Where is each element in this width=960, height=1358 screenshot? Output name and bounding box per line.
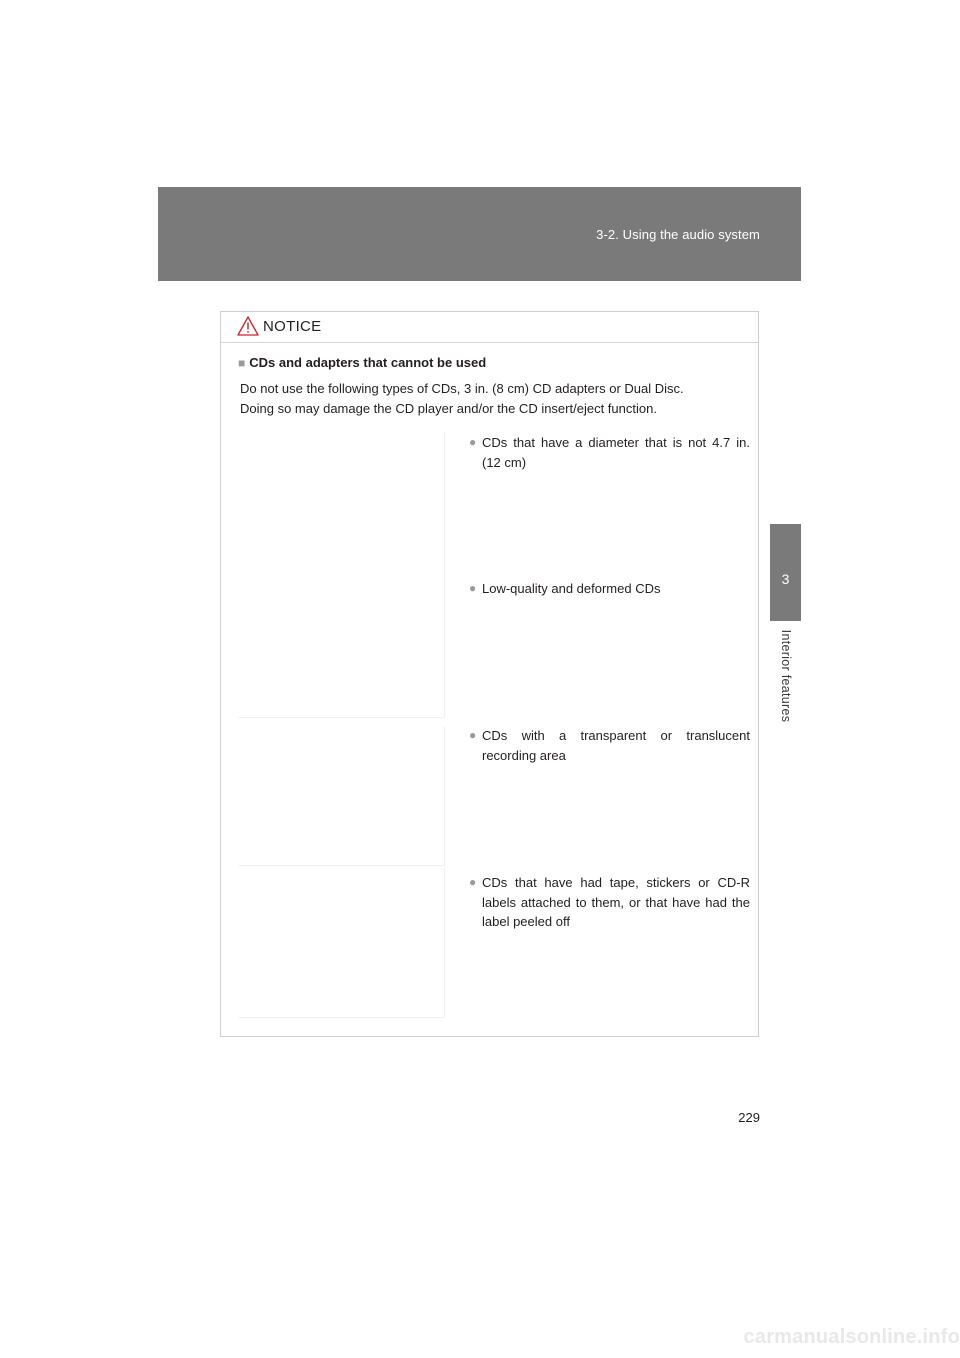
notice-heading: [238, 355, 486, 370]
figure-placeholder: [238, 868, 445, 1018]
list-item-text: CDs that have had tape, stickers or CD-R labels attached to them, or that have had the label peeled off: [482, 875, 750, 929]
warning-triangle-icon: [237, 316, 259, 336]
list-item-text: Low-quality and deformed CDs: [482, 581, 661, 596]
chapter-number: 3: [781, 571, 790, 587]
chapter-label: Interior features: [779, 629, 793, 723]
header-band: [158, 187, 801, 281]
list-item: [469, 873, 750, 932]
bullet-dot-icon: ●: [469, 728, 477, 742]
watermark[interactable]: carmanualsonline.info: [743, 1326, 960, 1348]
notice-box: [220, 311, 759, 1037]
notice-intro: [240, 379, 740, 419]
page-number: 229: [738, 1110, 760, 1125]
list-item: [469, 726, 750, 765]
notice-header: [221, 312, 758, 343]
notice-heading-text: CDs and adapters that cannot be used: [249, 355, 487, 370]
list-item: [469, 579, 750, 599]
intro-line: Doing so may damage the CD player and/or the CD insert/eject function.: [240, 401, 657, 416]
intro-line: Do not use the following types of CDs, 3 in. (8 cm) CD adapters or Dual Disc.: [240, 381, 684, 396]
notice-title: NOTICE: [263, 318, 322, 335]
chapter-tab: [770, 524, 801, 621]
list-item-text: CDs that have a diameter that is not 4.7 in. (12 cm): [482, 435, 750, 470]
bullet-dot-icon: ●: [469, 581, 477, 595]
section-title: 3-2. Using the audio system: [596, 227, 760, 242]
figure-placeholder: [238, 432, 445, 718]
list-item: [469, 433, 750, 472]
square-bullet-icon: ■: [238, 356, 246, 370]
bullet-dot-icon: ●: [469, 435, 477, 449]
bullet-dot-icon: ●: [469, 875, 477, 889]
figure-placeholder: [238, 726, 445, 866]
list-item-text: CDs with a transparent or translucent recording area: [482, 728, 750, 763]
